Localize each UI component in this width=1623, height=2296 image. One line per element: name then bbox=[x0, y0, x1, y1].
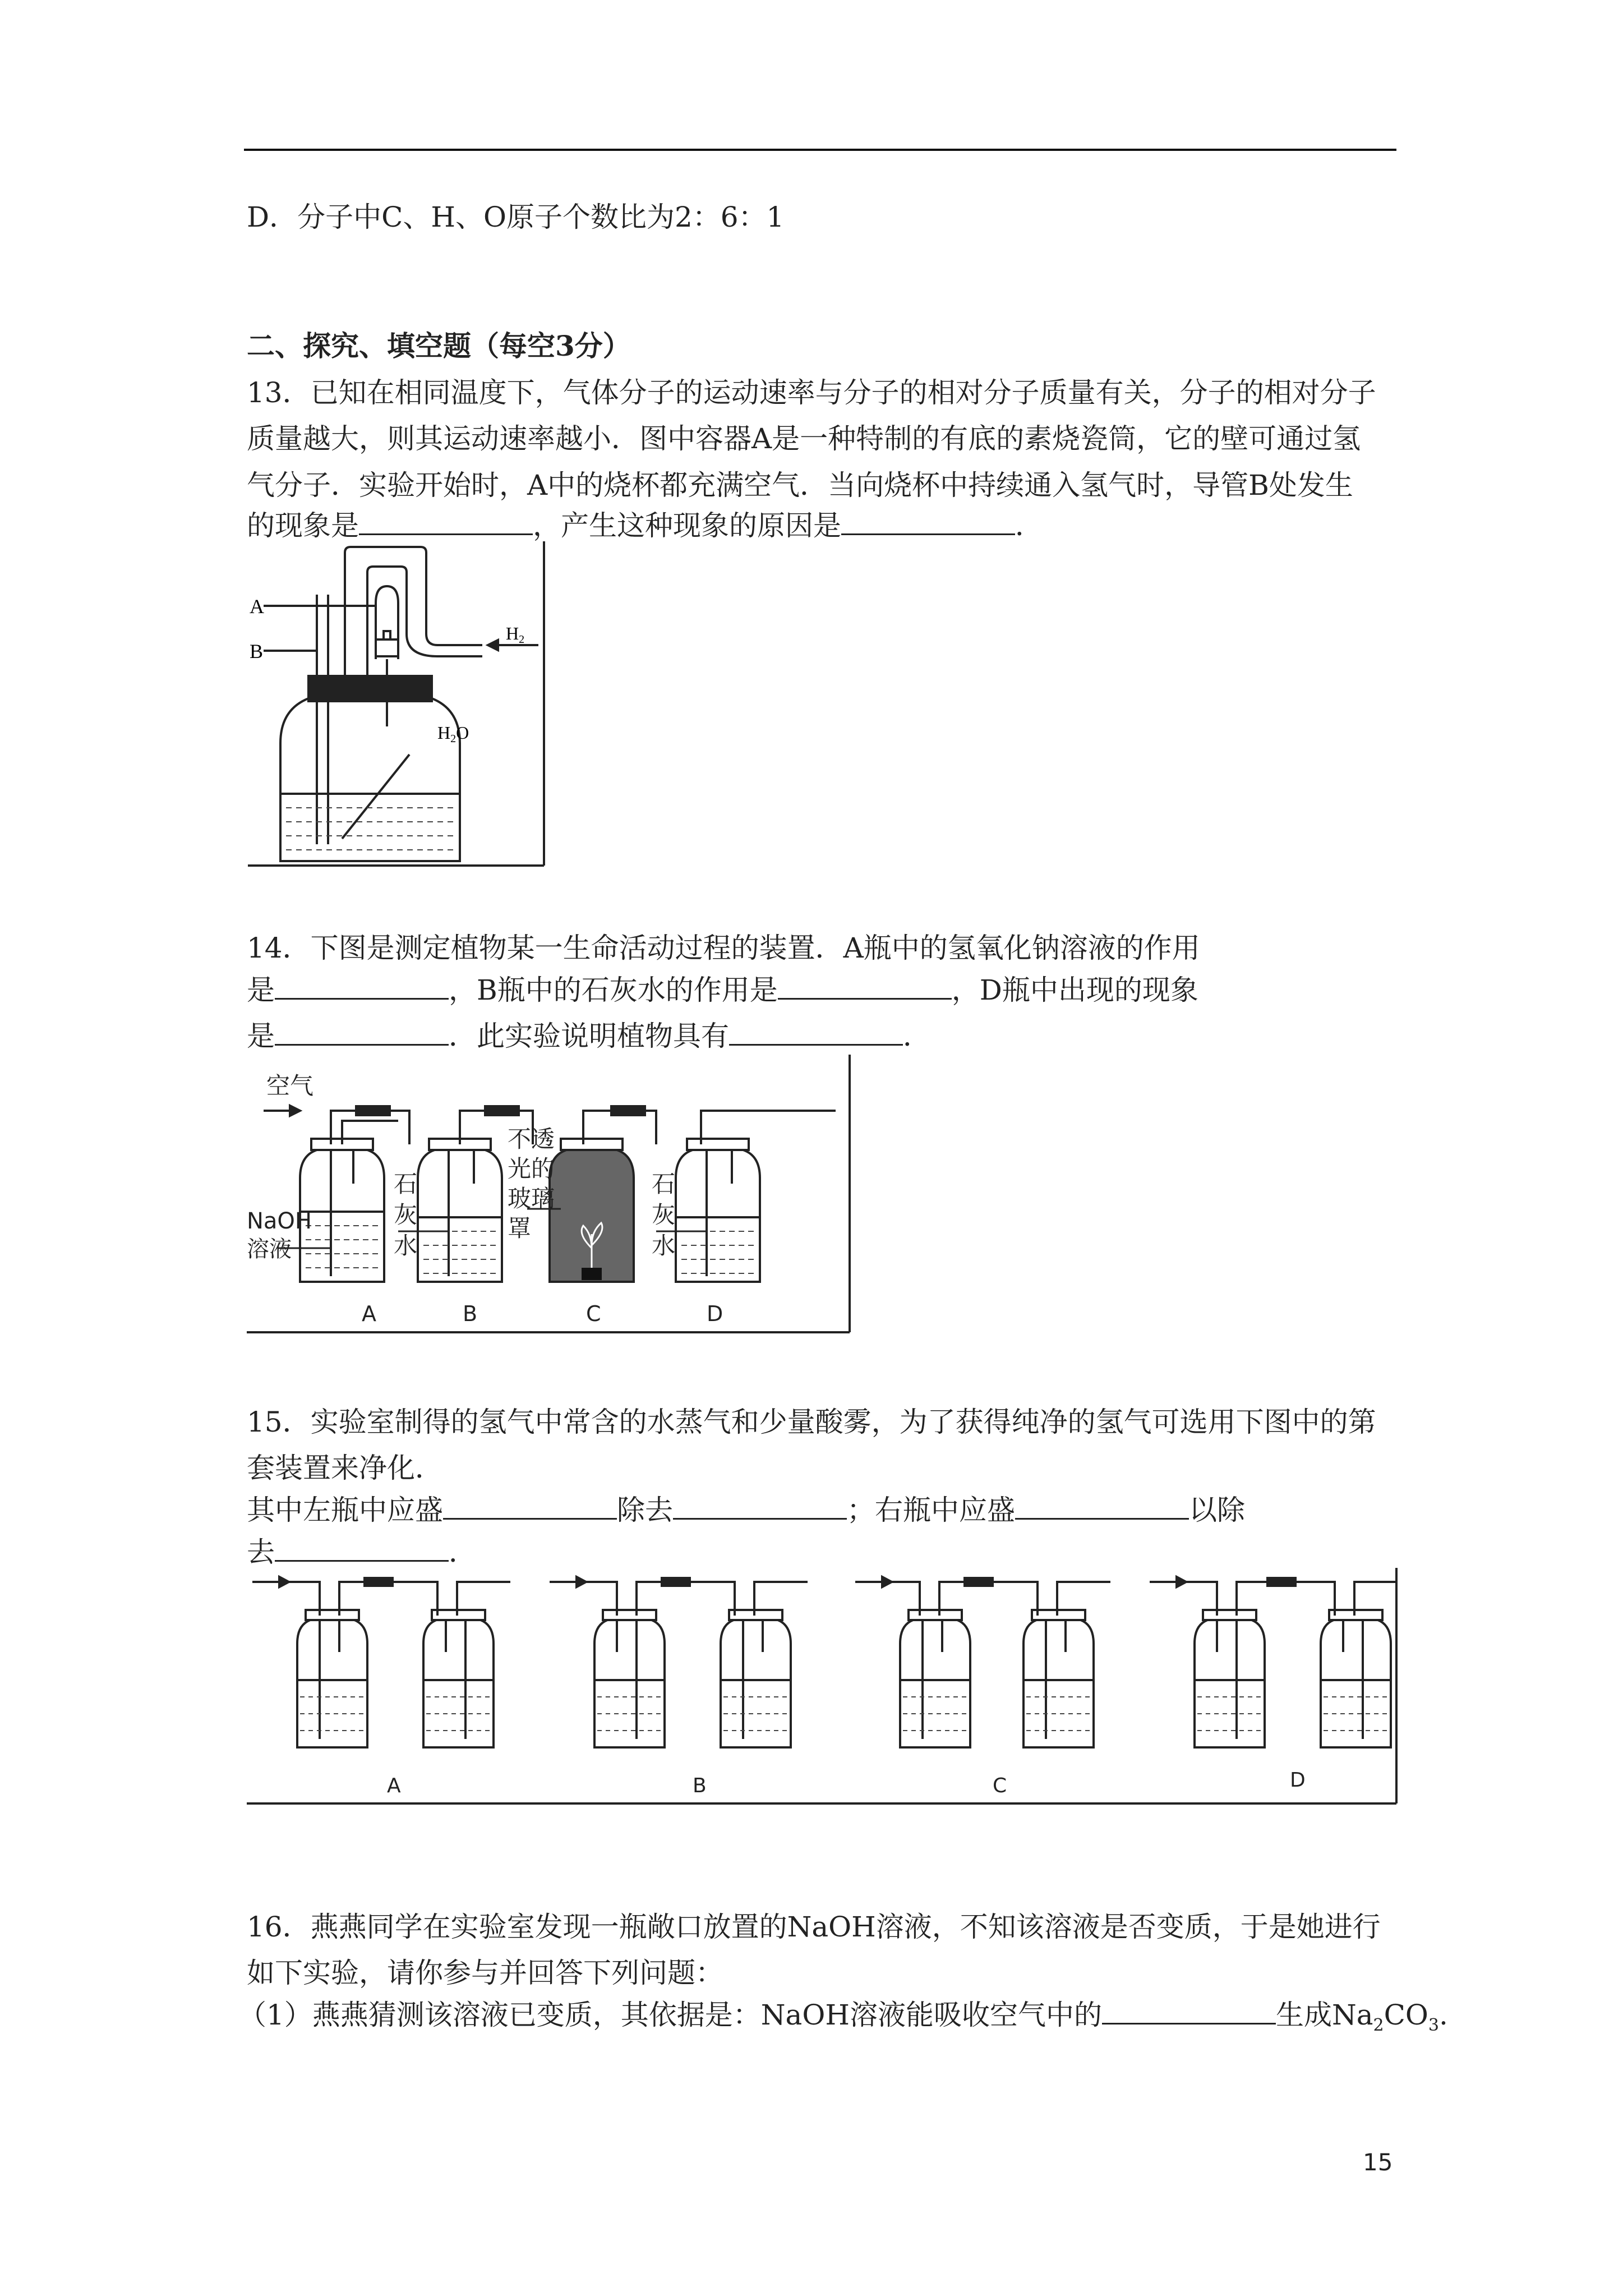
svg-text:光的: 光的 bbox=[508, 1155, 555, 1182]
q15-line-4: 去 ． bbox=[247, 1536, 477, 1568]
q15-answer-blank-4[interactable] bbox=[275, 1536, 449, 1562]
q13-answer-blank-2[interactable] bbox=[841, 510, 1015, 535]
q15-answer-blank-2[interactable] bbox=[673, 1494, 847, 1520]
svg-text:H2O: H2O bbox=[437, 723, 469, 745]
q14-apparatus-figure bbox=[247, 1055, 852, 1335]
q13-line-1: 13．已知在相同温度下，气体分子的运动速率与分子的相对分子质量有关，分子的相对分子 bbox=[247, 376, 1376, 409]
q15-apparatus-figure bbox=[247, 1568, 1399, 1809]
q13-text-b: ，产生这种现象的原因是 bbox=[533, 509, 841, 542]
q14-label-d: D bbox=[707, 1301, 723, 1326]
q13-apparatus-figure bbox=[247, 541, 561, 867]
q13-label-h2o: H bbox=[437, 723, 451, 743]
q15-answer-blank-3[interactable] bbox=[1015, 1494, 1189, 1520]
svg-text:罩: 罩 bbox=[508, 1214, 532, 1242]
q14-naoh-label: NaOH bbox=[247, 1208, 312, 1234]
svg-text:灰: 灰 bbox=[394, 1201, 418, 1228]
q14-line-2: 是 ，B瓶中的石灰水的作用是 ，D瓶中出现的现象 bbox=[247, 974, 1198, 1006]
svg-text:水: 水 bbox=[652, 1232, 676, 1259]
q13-line-4 bbox=[247, 508, 1043, 544]
q14-answer-blank-1[interactable] bbox=[275, 974, 449, 1000]
q13-label-b: B bbox=[250, 640, 264, 662]
svg-text:玻璃: 玻璃 bbox=[508, 1185, 555, 1212]
q14-label-b: B bbox=[463, 1301, 478, 1326]
q14-answer-blank-4[interactable] bbox=[729, 1020, 903, 1046]
q15-label-d: D bbox=[1290, 1769, 1306, 1792]
svg-text:石: 石 bbox=[394, 1170, 418, 1198]
q15-line-1: 15．实验室制得的氢气中常含的水蒸气和少量酸雾，为了获得纯净的氢气可选用下图中的第 bbox=[247, 1406, 1376, 1438]
q13-line-2: 质量越大，则其运动速率越小．图中容器A是一种特制的有底的素烧瓷筒，它的壁可通过氢 bbox=[247, 422, 1361, 455]
q14-line-3: 是 ．此实验说明植物具有 ． bbox=[247, 1020, 931, 1052]
q14-answer-blank-2[interactable] bbox=[778, 974, 952, 1000]
q13-text-c: ． bbox=[1015, 509, 1043, 542]
q13-line-3: 气分子．实验开始时，A中的烧杯都充满空气．当向烧杯中持续通入氢气时，导管B处发生 bbox=[247, 469, 1353, 501]
q15-label-c: C bbox=[993, 1774, 1007, 1797]
q16-line-1: 16．燕燕同学在实验室发现一瓶敞口放置的NaOH溶液，不知该溶液是否变质，于是她进行 bbox=[247, 1911, 1381, 1943]
q15-label-b: B bbox=[693, 1774, 707, 1797]
q15-answer-blank-1[interactable] bbox=[443, 1494, 617, 1520]
svg-text:石: 石 bbox=[652, 1170, 676, 1198]
q13-answer-blank-1[interactable] bbox=[359, 510, 533, 535]
svg-text:H2: H2 bbox=[506, 623, 525, 646]
page-number: 15 bbox=[1363, 2148, 1393, 2176]
svg-text:灰: 灰 bbox=[652, 1201, 676, 1228]
q15-line-2: 套装置来净化． bbox=[247, 1452, 443, 1484]
q16-line-2: 如下实验，请你参与并回答下列问题： bbox=[247, 1957, 723, 1989]
section-title: 二、探究、填空题（每空3分） bbox=[247, 329, 631, 362]
q14-solution-label: 溶液 bbox=[247, 1236, 292, 1262]
q16-answer-blank-1[interactable] bbox=[1102, 1999, 1276, 2024]
header-rule bbox=[244, 149, 1396, 151]
svg-text:不透: 不透 bbox=[508, 1125, 555, 1153]
previous-option-d: D．分子中C、H、O原子个数比为2：6：1 bbox=[247, 201, 785, 233]
q13-label-h2: H bbox=[506, 623, 519, 643]
q13-text-a: 的现象是 bbox=[247, 509, 359, 542]
q16-line-3: （1）燕燕猜测该溶液已变质，其依据是：NaOH溶液能吸收空气中的 生成$Na_2CO_3$. bbox=[238, 1999, 1448, 2035]
q15-line-3: 其中左瓶中应盛 除去 ；右瓶中应盛 以除 bbox=[247, 1494, 1245, 1526]
q14-answer-blank-3[interactable] bbox=[275, 1020, 449, 1046]
q15-label-a: A bbox=[387, 1774, 401, 1797]
q14-air-label: 空气 bbox=[266, 1072, 314, 1099]
svg-text:水: 水 bbox=[394, 1232, 418, 1259]
q14-label-a: A bbox=[362, 1301, 376, 1326]
q14-label-c: C bbox=[586, 1301, 601, 1326]
q13-label-a: A bbox=[250, 595, 264, 618]
q14-line-1: 14．下图是测定植物某一生命活动过程的装置．A瓶中的氢氧化钠溶液的作用 bbox=[247, 932, 1200, 964]
